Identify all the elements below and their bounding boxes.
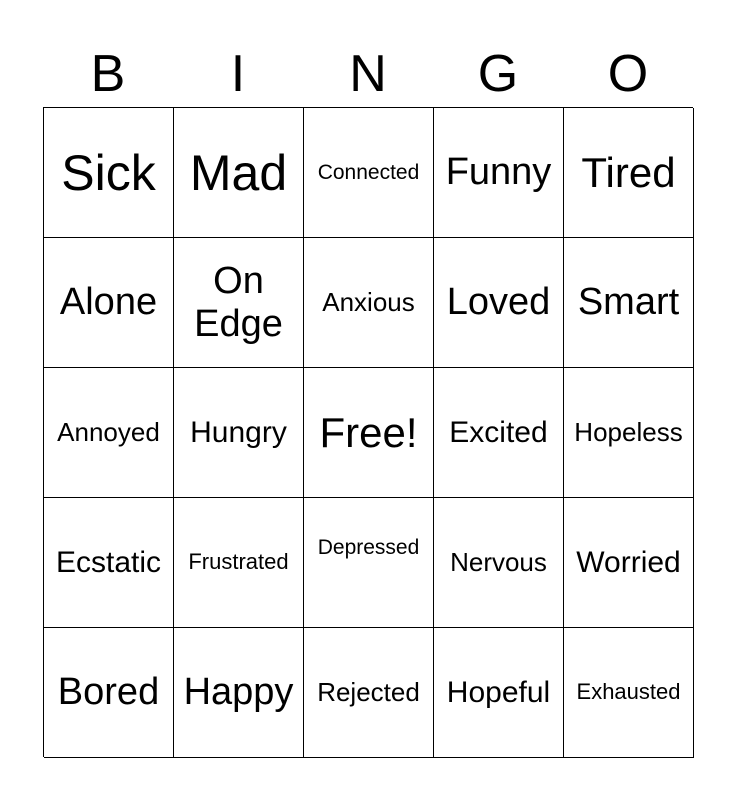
bingo-header xyxy=(43,42,693,106)
bingo-cell: Anxious xyxy=(304,238,434,368)
bingo-cell: Sick xyxy=(44,108,174,238)
bingo-cell: Loved xyxy=(434,238,564,368)
header-letter-o: O xyxy=(607,45,649,103)
bingo-cell: Frustrated xyxy=(174,498,304,628)
bingo-cell: Hungry xyxy=(174,368,304,498)
header-letter-i: I xyxy=(230,45,246,103)
bingo-cell: Nervous xyxy=(434,498,564,628)
bingo-cell: On Edge xyxy=(174,238,304,368)
bingo-cell: Worried xyxy=(564,498,694,628)
bingo-cell: Hopeless xyxy=(564,368,694,498)
bingo-cell: Depressed xyxy=(304,498,434,628)
bingo-cell: Tired xyxy=(564,108,694,238)
bingo-cell: Exhausted xyxy=(564,628,694,758)
bingo-cell: Mad xyxy=(174,108,304,238)
bingo-cell: Annoyed xyxy=(44,368,174,498)
bingo-cell: Smart xyxy=(564,238,694,368)
bingo-cell: Funny xyxy=(434,108,564,238)
bingo-cell: Ecstatic xyxy=(44,498,174,628)
bingo-board xyxy=(43,107,693,757)
bingo-cell: Happy xyxy=(174,628,304,758)
bingo-cell-free: Free! xyxy=(304,368,434,498)
bingo-cell: Connected xyxy=(304,108,434,238)
bingo-cell: Alone xyxy=(44,238,174,368)
header-letter-n: N xyxy=(349,45,387,103)
bingo-cell: Excited xyxy=(434,368,564,498)
header-letter-g: G xyxy=(477,45,519,103)
header-letter-b: B xyxy=(90,45,126,103)
bingo-cell: Rejected xyxy=(304,628,434,758)
bingo-cell: Bored xyxy=(44,628,174,758)
bingo-cell: Hopeful xyxy=(434,628,564,758)
